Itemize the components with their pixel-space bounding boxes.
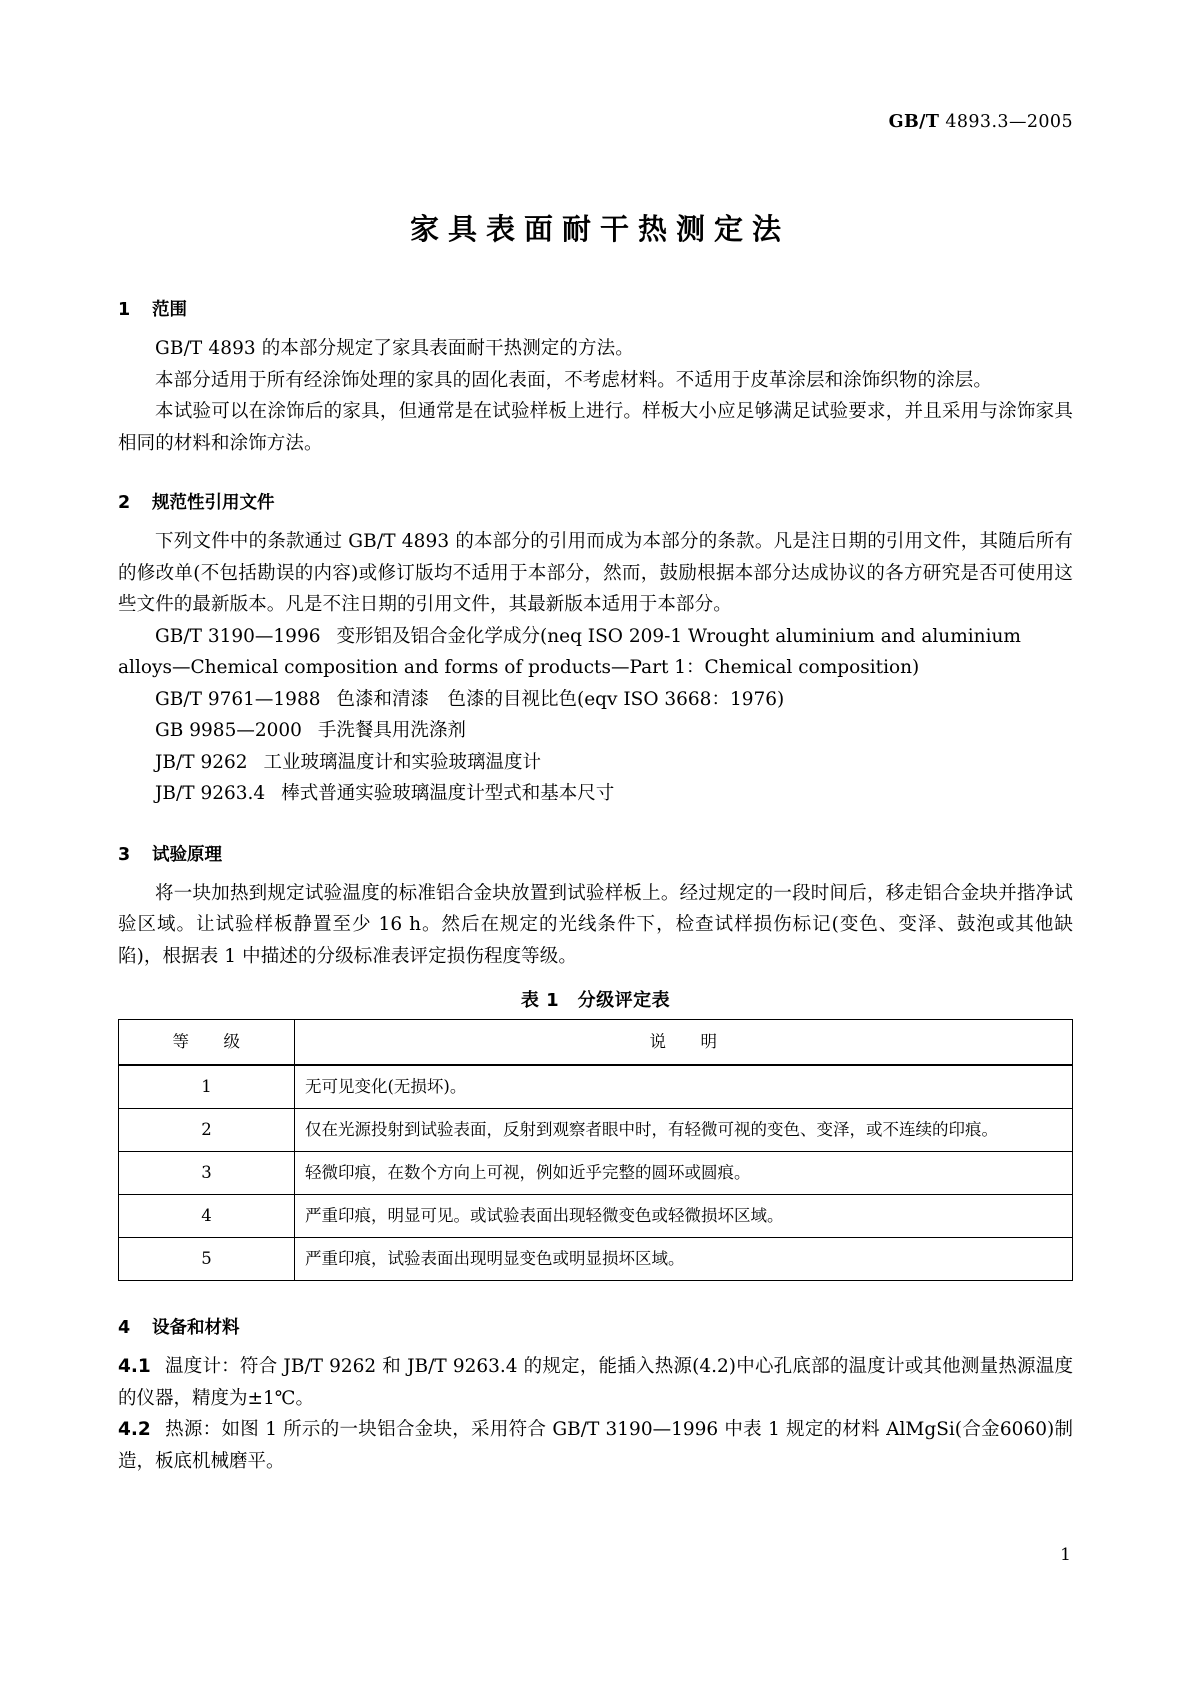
reference-title: 色漆和清漆 色漆的目视比色(eqv ISO 3668：1976) [336, 688, 785, 710]
references-intro: 下列文件中的条款通过 GB/T 4893 的本部分的引用而成为本部分的条款。凡是注日期的引用文件，其随后所有的修改单(不包括勘误的内容)或修订版均不适用于本部分，然而，鼓励根据本部分达成协议的各方研究是否可使用这些文件的最新版本。凡是不注日期的引用文件，其最新版本适用于本部分。 [118, 531, 1073, 615]
section-heading-equipment-materials [118, 1314, 1073, 1339]
column-header-description: 说 明 [295, 1020, 1073, 1066]
cell-level: 4 [119, 1195, 295, 1238]
cell-description: 严重印痕，明显可见。或试验表面出现轻微变色或轻微损坏区域。 [295, 1195, 1073, 1238]
scope-block [118, 333, 1073, 459]
section-heading-scope [118, 296, 1073, 321]
running-header [889, 112, 1073, 132]
clause-number: 4.2 [118, 1419, 151, 1440]
scope-paragraph-2: 本部分适用于所有经涂饰处理的家具的固化表面，不考虑材料。不适用于皮革涂层和涂饰织物的涂层。 [155, 369, 993, 391]
standard-prefix: GB/T [888, 112, 940, 132]
reference-code: JB/T 9262 [155, 751, 248, 773]
cell-description: 无可见变化(无损坏)。 [295, 1065, 1073, 1109]
table-row [119, 1152, 1073, 1195]
page-title: 家具表面耐干热测定法 [409, 212, 790, 246]
section-number: 2 [118, 493, 131, 513]
table-row [119, 1195, 1073, 1238]
cell-level: 3 [119, 1152, 295, 1195]
cell-description: 轻微印痕，在数个方向上可视，例如近乎完整的圆环或圆痕。 [295, 1152, 1073, 1195]
scope-paragraph-3: 本试验可以在涂饰后的家具，但通常是在试验样板上进行。样板大小应足够满足试验要求，并且采用与涂饰家具相同的材料和涂饰方法。 [118, 401, 1073, 454]
section-label: 试验原理 [152, 844, 222, 865]
reference-item [118, 684, 1073, 716]
reference-title: 手洗餐具用洗涤剂 [317, 720, 466, 741]
reference-code: GB/T 9761—1988 [155, 688, 321, 710]
table-row [119, 1238, 1073, 1281]
section-number: 3 [118, 844, 131, 865]
page-number: 1 [1060, 1545, 1071, 1565]
scope-paragraph-1: GB/T 4893 的本部分规定了家具表面耐干热测定的方法。 [155, 338, 634, 359]
reference-item [118, 621, 1073, 653]
clause-4-2 [118, 1414, 1073, 1477]
reference-item [118, 747, 1073, 779]
principle-paragraph: 将一块加热到规定试验温度的标准铝合金块放置到试验样板上。经过规定的一段时间后，移走铝合金块并揩净试验区域。让试验样板静置至少 16 h。然后在规定的光线条件下，检查试样损伤标记(变色、变泽、鼓泡或其他缺陷)，根据表 1 中描述的分级标准表评定损伤程度等级。 [118, 882, 1073, 967]
table-caption: 表 1 分级评定表 [520, 990, 671, 1011]
principle-block [118, 878, 1073, 973]
section-number: 4 [118, 1318, 131, 1338]
section-number: 1 [118, 300, 131, 320]
reference-item [118, 778, 1073, 810]
reference-title: 棒式普通实验玻璃温度计型式和基本尺寸 [281, 783, 615, 804]
section-label: 设备和材料 [152, 1318, 240, 1338]
section-heading-test-principle [118, 841, 1073, 866]
document-body [118, 296, 1073, 1477]
clause-text: 温度计：符合 JB/T 9262 和 JB/T 9263.4 的规定，能插入热源(4.2)中心孔底部的温度计或其他测量热源温度的仪器，精度为±1℃。 [118, 1356, 1073, 1409]
section-label: 范围 [152, 300, 187, 320]
reference-title: 变形铝及铝合金化学成分(neq ISO 209-1 Wrought aluminium and aluminium [336, 625, 1021, 647]
cell-level: 5 [119, 1238, 295, 1281]
grade-evaluation-table [118, 1019, 1073, 1281]
reference-item [118, 715, 1073, 747]
cell-level: 2 [119, 1109, 295, 1152]
reference-item-continuation: alloys—Chemical composition and forms of products—Part 1：Chemical composition) [118, 657, 920, 678]
table-header-row [119, 1020, 1073, 1066]
clause-number: 4.1 [118, 1356, 151, 1377]
table-row [119, 1109, 1073, 1152]
reference-title: 工业玻璃温度计和实验玻璃温度计 [263, 751, 542, 773]
clause-4-1 [118, 1351, 1073, 1414]
standard-number: 4893.3—2005 [939, 112, 1073, 132]
clause-text: 热源：如图 1 所示的一块铝合金块，采用符合 GB/T 3190—1996 中表 1 规定的材料 AlMgSi(合金6060)制造，板底机械磨平。 [118, 1419, 1073, 1472]
cell-description: 仅在光源投射到试验表面，反射到观察者眼中时，有轻微可视的变色、变泽，或不连续的印痕。 [295, 1109, 1073, 1152]
column-header-level: 等 级 [119, 1020, 295, 1066]
section-heading-normative-references [118, 489, 1073, 514]
reference-code: GB 9985—2000 [155, 720, 302, 741]
reference-code: GB/T 3190—1996 [155, 625, 321, 647]
cell-description: 严重印痕，试验表面出现明显变色或明显损坏区域。 [295, 1238, 1073, 1281]
section-label: 规范性引用文件 [152, 493, 275, 513]
cell-level: 1 [119, 1065, 295, 1109]
reference-code: JB/T 9263.4 [155, 783, 266, 804]
references-block [118, 526, 1073, 810]
equipment-block [118, 1351, 1073, 1477]
table-row [119, 1065, 1073, 1109]
